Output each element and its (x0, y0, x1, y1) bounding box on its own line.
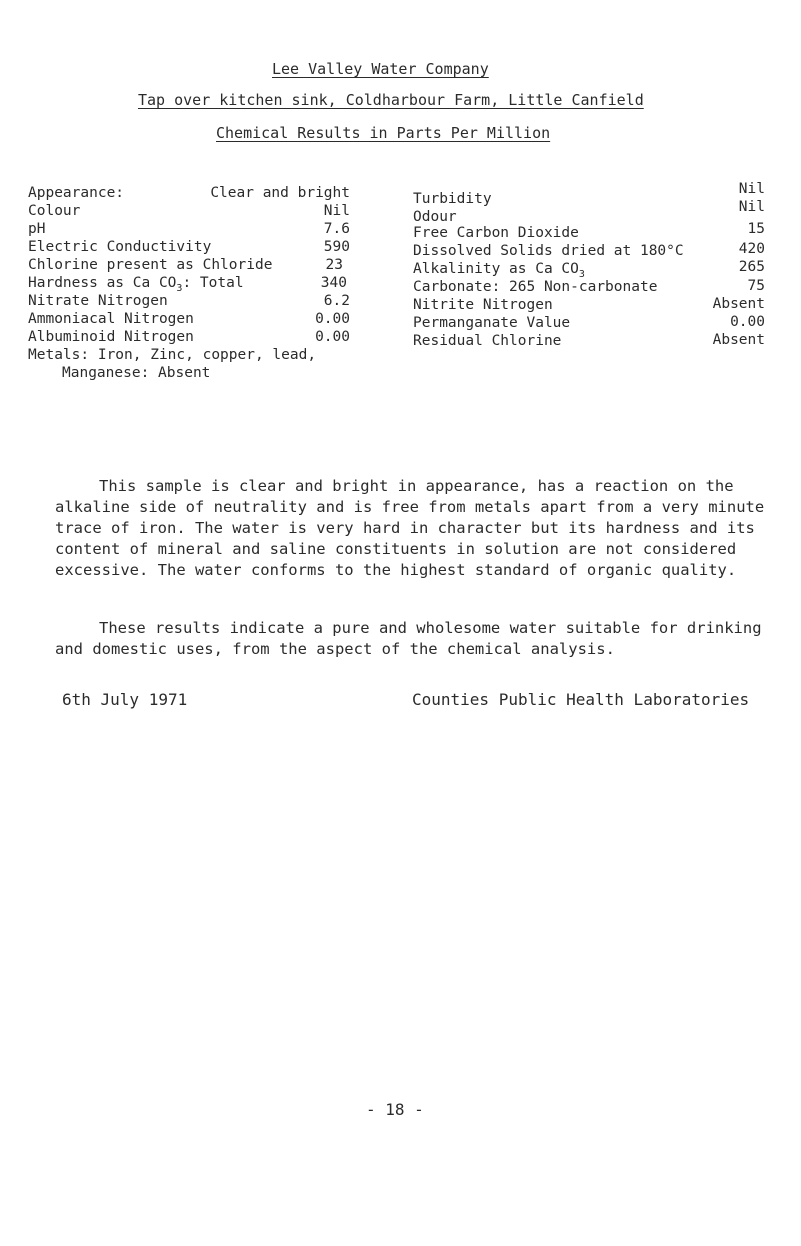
nitrate-label: Nitrate Nitrogen (28, 293, 168, 309)
residual-value: Absent (712, 332, 765, 348)
laboratory-name: Counties Public Health Laboratories (412, 690, 750, 709)
turbidity-value: Nil (738, 181, 765, 197)
carbonate-label: Carbonate: 265 Non-carbonate (413, 279, 658, 295)
solids-label: Dissolved Solids dried at 180°C (413, 243, 684, 259)
odour-value: Nil (738, 199, 765, 215)
results-subtitle: Chemical Results in Parts Per Million (216, 124, 551, 142)
report-date: 6th July 1971 (62, 690, 188, 709)
turbidity-label: Turbidity (413, 191, 492, 207)
alkalinity-label: Alkalinity as Ca $CO_3$ (413, 261, 585, 280)
nitrite-value: Absent (712, 296, 765, 312)
ammoniacal-label: Ammoniacal Nitrogen (28, 311, 194, 327)
permanganate-label: Permanganate Value (413, 315, 571, 331)
metals-line-1: Metals: Iron, Zinc, copper, lead, (28, 347, 317, 363)
odour-label: Odour (413, 209, 457, 225)
sample-location: Tap over kitchen sink, Coldharbour Farm, Little Canfield (138, 91, 644, 109)
solids-value: 420 (738, 241, 765, 257)
ph-label: pH (28, 221, 46, 237)
nitrite-label: Nitrite Nitrogen (413, 297, 553, 313)
residual-label: Residual Chlorine (413, 333, 562, 349)
albuminoid-label: Albuminoid Nitrogen (28, 329, 194, 345)
nitrate-value: 6.2 (323, 293, 350, 309)
page-number: - 18 - (366, 1100, 424, 1119)
appearance-label: Appearance: (28, 185, 125, 201)
co2-label: Free Carbon Dioxide (413, 225, 579, 241)
hardness-label: Hardness as Ca $CO_3$: Total (28, 275, 244, 294)
company-title: Lee Valley Water Company (272, 60, 489, 78)
findings-paragraph: This sample is clear and bright in appearance, has a reaction on the alkaline side of neutrality and is free from metals apart from a very minute trace of iron. The water is very hard in character but its hardness and its content of mineral and saline constituents in solution are not considered excessive. The water conforms to the highest standard of organic quality. (55, 477, 765, 579)
conclusion-paragraph: These results indicate a pure and wholesome water suitable for drinking and domestic uses, from the aspect of the chemical analysis. (55, 619, 762, 658)
ph-value: 7.6 (323, 221, 350, 237)
hardness-value: 340 (320, 275, 347, 291)
carbonate-value: 75 (747, 278, 765, 294)
colour-value: Nil (323, 203, 350, 219)
appearance-value: Clear and bright (210, 185, 350, 201)
conductivity-label: Electric Conductivity (28, 239, 212, 255)
metals-line-2: Manganese: Absent (62, 365, 211, 381)
colour-label: Colour (28, 203, 81, 219)
conductivity-value: 590 (323, 239, 350, 255)
albuminoid-value: 0.00 (315, 329, 350, 345)
chloride-label: Chlorine present as Chloride (28, 257, 273, 273)
chloride-value: 23 (325, 257, 343, 273)
permanganate-value: 0.00 (730, 314, 765, 330)
co2-value: 15 (747, 221, 765, 237)
ammoniacal-value: 0.00 (315, 311, 350, 327)
alkalinity-value: 265 (738, 259, 765, 275)
